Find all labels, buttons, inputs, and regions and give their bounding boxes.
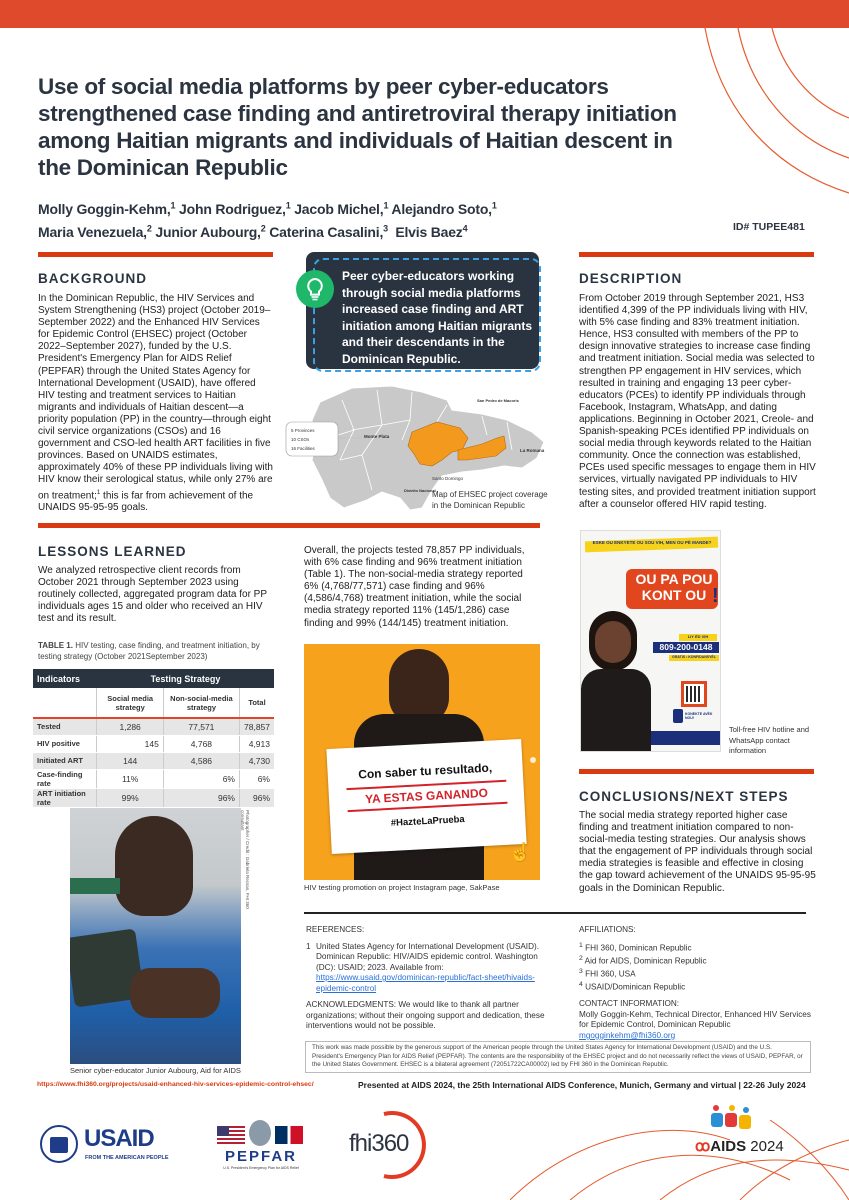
- affiliation-item: $^3$ FHI 360, USA: [579, 967, 636, 979]
- poster-question: ESKE OU ENKYETE OU SOU VIH, MEN OU PÈ MANDE?: [592, 540, 712, 545]
- legend-csos: 10 CSOs: [291, 437, 310, 442]
- label-monte-plata: Monte Plata: [364, 434, 390, 439]
- section-divider: [579, 252, 814, 257]
- lessons-results-text: Overall, the projects tested 78,857 PP individuals, with 6% case finding and 96% treatment initiation (Table 1). The non-social-media strategy reported 6% (4,768/77,571) case finding and 96% (4,586/4,768) treatment initiation, while the social media strategy reported 11% (145/1,286) case finding and 99% (144/145) treatment initiation.: [304, 545, 525, 629]
- section-divider: [38, 252, 273, 257]
- promo-caption: HIV testing promotion on project Instagram page, SakPase: [304, 883, 500, 892]
- poster-headline-2: KONT OU: [641, 587, 707, 603]
- poster-id: ID# TUPEE481: [733, 221, 805, 233]
- decorative-arcs: [690, 28, 849, 198]
- affiliation-item: $^1$ FHI 360, Dominican Republic: [579, 941, 692, 953]
- photo-caption: Senior cyber-educator Junior Aubourg, Aid for AIDS: [70, 1066, 241, 1075]
- references: REFERENCES: 1 United States Agency for International Development (USAID). Dominican Republic: HIV/AIDS epidemic control. Washington (DC): USAID; 2023. Available from: https://www.usaid.gov/dominican-republic/fact-sheet/hivaids-epidemic-control ACKNOWLEDGMENTS: We would like to thank all partner organizations; without their ongoing support and dedication, these interventions would not be possible.: [306, 925, 545, 1030]
- affiliation-item: $^4$ USAID/Dominican Republic: [579, 981, 686, 992]
- contact-text: Molly Goggin-Kehm, Technical Director, Enhanced HIV Services for Epidemic Control, Dominican Republic: [579, 1009, 811, 1030]
- label-distrito-nacional: Distrito Nacional: [404, 488, 436, 493]
- author: Jacob Michel,$^1$: [294, 200, 389, 217]
- poster-subtitle: GRATIS • KONFIDANSYÈL: [672, 655, 716, 659]
- promo-line-2: YA ESTAS GANANDO: [364, 785, 489, 807]
- author: John Rodriguez,$^1$: [179, 200, 291, 217]
- lessons-heading: LESSONS LEARNED: [38, 544, 187, 559]
- poster-headline-1: OU PA POU: [635, 571, 713, 587]
- pepfar-logo: PEPFAR U.S. President's Emergency Plan for AIDS Relief: [217, 1118, 307, 1173]
- description-heading: DESCRIPTION: [579, 271, 683, 286]
- lightbulb-icon: [296, 270, 334, 308]
- map-caption: Map of EHSEC project coverage in the Dominican Republic: [432, 490, 548, 510]
- hand-pointer-icon: ☝: [509, 842, 532, 862]
- lessons-text: We analyzed retrospective client records from October 2021 through September 2023 using routinely collected, aggregated program data for PP individuals ages 15 and older who received an HIV test and its result.: [38, 565, 267, 625]
- col-non-social-media: Non-social-media strategy: [163, 688, 239, 718]
- carousel-next-icon: [530, 757, 536, 763]
- project-url-link[interactable]: https://www.fhi360.org/projects/usaid-enhanced-hiv-services-epidemic-control-ehsec/: [37, 1081, 314, 1088]
- contact-email-link[interactable]: mgogginkehm@fhi360.org: [579, 1030, 676, 1040]
- instagram-promo-image: [304, 644, 540, 880]
- table-caption: TABLE 1. HIV testing, case finding, and treatment initiation, by testing strategy (October 2021September 2023): [38, 641, 260, 661]
- table-row: HIV positive 145 4,768 4,913: [33, 735, 274, 752]
- aids2024-people-icon: [707, 1105, 757, 1129]
- key-message-text: Peer cyber-educators working through social media platforms increased case finding and ART initiation among Haitian migrants and their descendants in the Dominican Republic.: [342, 269, 533, 366]
- acknowledgments: ACKNOWLEDGMENTS: We would like to thank all partner organizations; without their ongoing support and dedication, these interventions would not be possible.: [306, 1000, 545, 1030]
- hotline-caption: Toll-free HIV hotline and WhatsApp contact information: [729, 725, 810, 755]
- author: Caterina Casalini,$^3$: [269, 223, 388, 241]
- col-social-media: Social media strategy: [97, 688, 163, 718]
- author: Elvis Baez$^4$: [395, 223, 468, 241]
- section-divider: [579, 769, 814, 774]
- affiliations: AFFILIATIONS: $^1$ FHI 360, Dominican Republic $^2$ Aid for AIDS, Dominican Republic $^3$ FHI 360, USA $^4$ USAID/Dominican Republic CONTACT INFORMATION: Molly Goggin-Kehm, Technical Director, Enhanced HIV Services for Epidemic Control, Dominican Republic mgogginkehm@fhi360.org: [579, 925, 819, 1041]
- usaid-logo: USAID FROM THE AMERICAN PEOPLE: [40, 1125, 180, 1165]
- conclusions-text: The social media strategy reported higher case finding and treatment initiation compared to non-social-media testing strategies. Our analysis shows that the engagement of PP individuals through social media strategies is feasible and effective in closing the gap toward achievement of the UNAIDS 95-95-95 goals in the Dominican Republic.: [579, 810, 816, 894]
- top-banner: [0, 0, 849, 28]
- background-heading: BACKGROUND: [38, 271, 147, 286]
- qr-code-icon: [681, 681, 707, 707]
- col-total: Total: [239, 688, 274, 718]
- table-row: Case-finding rate 11% 6% 6%: [33, 769, 274, 788]
- label-san-pedro: San Pedro de Macoris: [477, 398, 519, 403]
- usaid-seal-icon: [40, 1125, 78, 1163]
- col-indicators: Indicators: [33, 669, 97, 688]
- description-text: From October 2019 through September 2021, HS3 identified 4,399 of the PP individuals living with HIV, with 5% case finding and 83% treatment initiation. Hence, HS3 consulted with members of the PP to design innovative strategies to increase case finding and treatment initiation. Social media was selected to strengthen PP engagement in HIV services, which resulted in training and engaging 13 peer cyber-educators (PCEs) to identify PP individuals through Facebook, Instagram, WhatsApp, and dating applications. Beginning in October 2021, Creole- and Spanish-speaking PCEs identified PP individuals on social media through keywords related to the Haitian community. Once the connection was established, PCEs used specific messages to engage them in HIV services, virtually navigated PP individuals to HIV testing sites, and provided treatment initiation support after a counselor offered HIV rapid testing.: [579, 293, 816, 510]
- globe-icon: [249, 1120, 271, 1146]
- legend-provinces: 5 Provinces: [291, 428, 315, 433]
- results-table: [33, 669, 274, 808]
- cyber-educator-photo: [70, 808, 241, 1064]
- author: Junior Aubourg,$^2$: [155, 223, 266, 241]
- table-row: Initiated ART 144 4,586 4,730: [33, 752, 274, 769]
- decorative-footer-arcs: [510, 1120, 849, 1200]
- divider-line: [304, 912, 806, 914]
- table-row: Tested 1,286 77,571 78,857: [33, 718, 274, 735]
- ribbon-icon: ꝏ: [695, 1138, 711, 1155]
- table-row: ART initiation rate 99% 96% 96%: [33, 788, 274, 807]
- author: Molly Goggin-Kehm,$^1$: [38, 200, 176, 217]
- presented-at: Presented at AIDS 2024, the 25th International AIDS Conference, Munich, Germany and virtual | 22-26 July 2024: [358, 1080, 806, 1090]
- reference-item: 1 United States Agency for International Development (USAID). Dominican Republic: HIV/AIDS epidemic control. Washington (DC): USAID; 2023. Available from: https://www.usaid.gov/dominican-republic/fact-sheet/hivaids-epidemic-control: [306, 941, 539, 993]
- author: Alejandro Soto,$^1$: [391, 200, 497, 217]
- author-list: [38, 195, 678, 242]
- label-santo-domingo: Santo Domingo: [432, 476, 464, 481]
- poster-logo-strip: [651, 731, 721, 745]
- affiliation-item: $^2$ Aid for AIDS, Dominican Republic: [579, 954, 707, 966]
- photo-credit: Photographer / Credit : Gabriela Recsan, FHI 360 consultant: [240, 810, 250, 909]
- legend-facilities: 16 Facilities: [291, 446, 315, 451]
- promo-line-1: Con saber tu resultado,: [357, 760, 493, 782]
- poster-title: Use of social media platforms by peer cyber-educators strengthened case finding and antiretroviral therapy initiation among Haitian migrants and individuals of Haitian descent in the Dominican Republic: [38, 74, 677, 180]
- funding-disclaimer: This work was made possible by the generous support of the American people through the United States Agency for International Development (USAID) and the U.S. President's Emergency Plan for AIDS Relief (PEPFAR). The contents are the responsibility of the EHSEC project and do not necessarily reflect the views of USAID, PEPFAR, or the United States Government. EHSEC is a bilateral agreement (72051722CA00002) led by FHI 360 in the Dominican Republic.: [305, 1041, 811, 1073]
- label-la-romana: La Romana: [520, 448, 545, 453]
- poster-phone: 809-200-0148: [659, 642, 713, 652]
- col-testing-strategy: Testing Strategy: [97, 669, 274, 688]
- aids2024-logo: ꝏAIDS 2024: [695, 1105, 775, 1160]
- reference-link[interactable]: https://www.usaid.gov/dominican-republic/fact-sheet/hivaids-epidemic-control: [316, 973, 535, 993]
- section-divider: [38, 523, 540, 528]
- phone-icon: [673, 709, 683, 723]
- hotline-poster: ESKE OU ENKYETE OU SOU VIH, MEN OU PÈ MANDE? OU PA POU KONT OU ! LIY ÈD VIH 809-200-0148 GRATIS • KONFIDANSYÈL KONEKTE AVÈK NOU!: [580, 530, 721, 752]
- fhi360-logo: fhi360: [349, 1110, 439, 1180]
- poster-line-label: LIY ÈD VIH: [687, 634, 709, 639]
- author: Maria Venezuela,$^2$: [38, 223, 152, 241]
- conclusions-heading: CONCLUSIONS/NEXT STEPS: [579, 789, 789, 804]
- background-text: In the Dominican Republic, the HIV Services and System Strengthening (HS3) project (October 2019–September 2022) and the Enhanced HIV Services for Epidemic Control (EHSEC) project (October 2022–September 2027), funded by the U.S. President's Emergency Plan for AIDS Relief (PEPFAR) through the United States Agency for International Development (USAID), have offered HIV testing and treatment services to Haitian migrants and individuals of Haitian descent—a priority population (PP) in the country—through eight civil service organizations (CSOs) and 16 government and CSO-led health ART facilities in five provinces. Based on UNAIDS estimates, approximately 40% of these PP individuals living with HIV know their serological status, while only 27% are on treatment;$^1$ this is far from achievement of the UNAIDS 95-95-95 goals.: [38, 293, 273, 513]
- promo-hashtag: #HazteLaPrueba: [390, 814, 465, 829]
